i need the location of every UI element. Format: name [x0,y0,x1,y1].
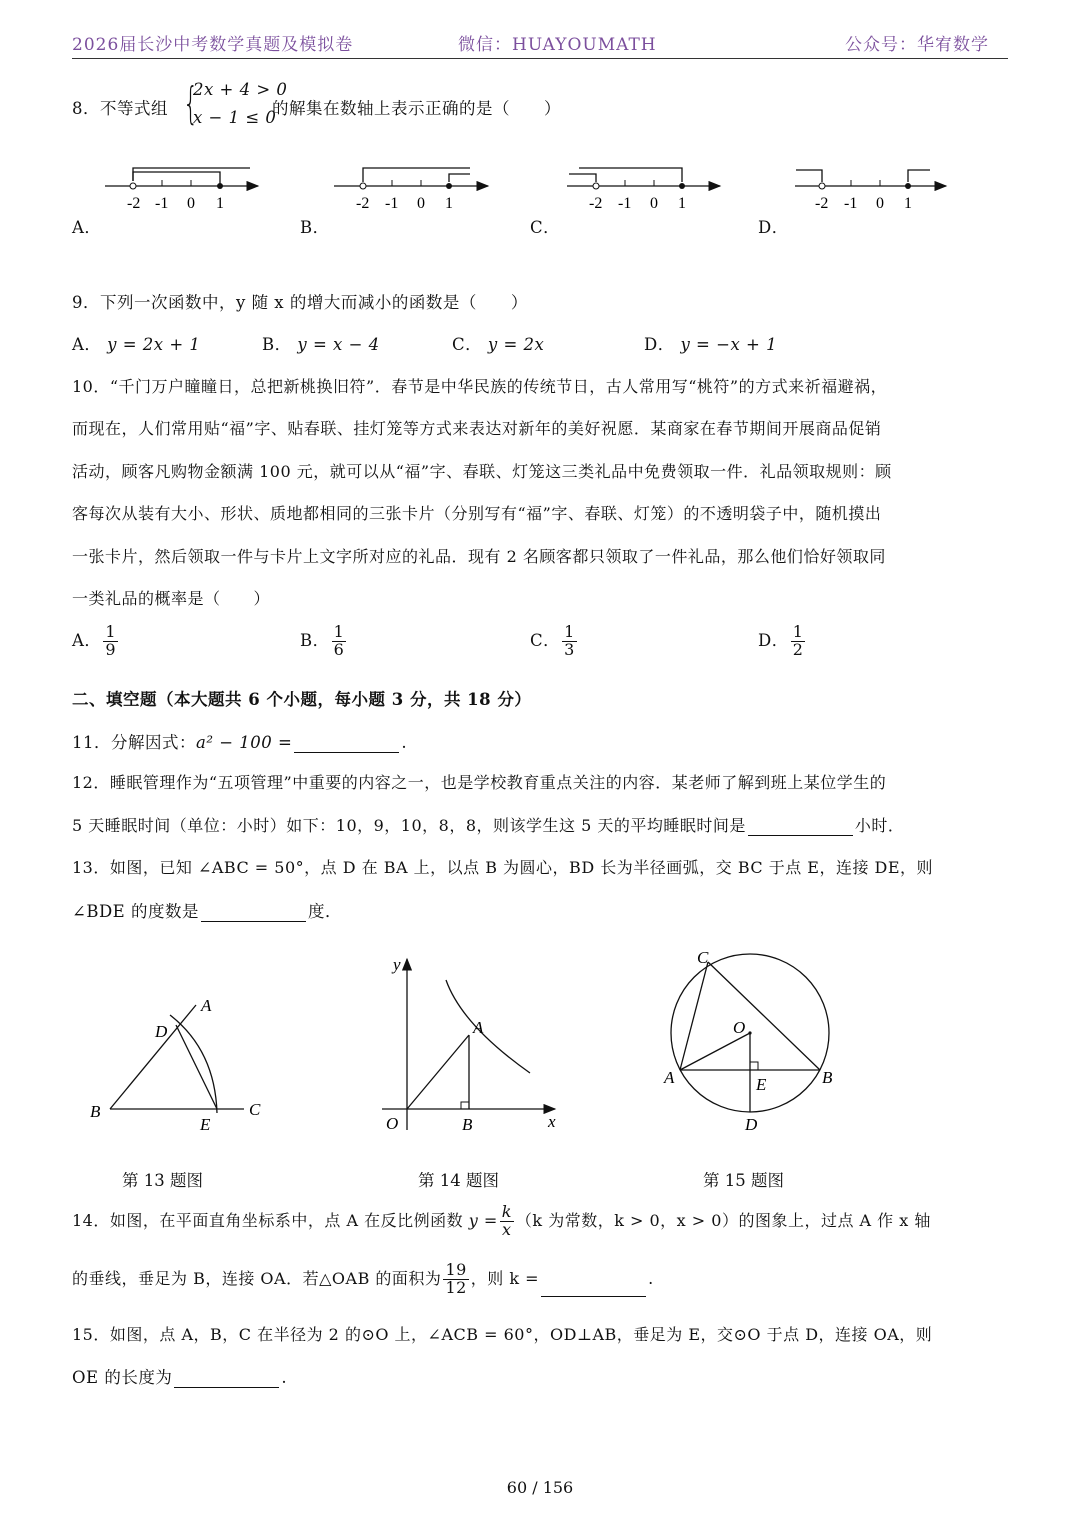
q10-line: 一张卡片，然后领取一件与卡片上文字所对应的礼品．现有 2 名顾客都只领取了一件礼品，那么他们恰好领取同 [72,547,886,566]
tick-label: -2 [589,195,603,212]
q14-text: ，则 k = [470,1268,540,1288]
section-title: 二、填空题（本大题共 6 个小题，每小题 3 分，共 18 分） [72,690,532,709]
label-d: D [155,1022,168,1041]
header-left: 2026届长沙中考数学真题及模拟卷 [72,35,354,55]
label-d: D [745,1115,758,1134]
tick-label: -1 [155,195,169,212]
q13-line1: 13．如图，已知 ∠ABC = 50°，点 D 在 BA 上，以点 B 为圆心，BD 长为半径画弧，交 BC 于点 E，连接 DE，则 [72,858,934,877]
option-label: C． [452,335,483,354]
numberline-b [334,168,488,189]
option-label: C． [530,630,561,650]
q9-option-b [262,331,380,355]
header-divider [72,58,1008,59]
figures [0,945,1080,1165]
label-b: B [90,1102,101,1121]
option-label: D． [644,335,675,354]
q14-line2 [72,1262,654,1297]
option-label: D． [758,630,789,650]
label-a: A [201,996,212,1015]
q14-end: . [648,1268,654,1288]
q11-label: 11．分解因式： [72,733,196,752]
q15-line1: 15．如图，点 A，B，C 在半径为 2 的⊙O 上，∠ACB = 60°，OD⊥AB，垂足为 E，交⊙O 于点 D，连接 OA，则 [72,1325,933,1344]
q11-end: . [401,733,408,752]
q8-option-d: D． [758,218,789,237]
q11-expr: a² − 100 = [196,733,293,752]
fraction: $\frac{1}{2}$ [792,622,804,659]
tick-label: 1 [678,195,686,212]
q10-line: 10．“千门万户瞳瞳日，总把新桃换旧符”．春节是中华民族的传统节日，古人常用写“桃符”的方式来祈福避祸， [72,377,888,396]
q15-text: OE 的长度为 [72,1368,173,1387]
answer-blank[interactable] [541,1280,646,1297]
numberline-c [567,168,720,189]
numberline-a [105,168,258,189]
brace-icon: { [183,78,199,129]
q8-ineq-1: 2x + 4 > 0 [193,80,288,99]
label-b: B [462,1115,473,1134]
figure-13 [90,996,261,1134]
option-expr: y = x − 4 [297,335,380,354]
q8-option-b: B． [300,218,330,237]
q9-option-c [452,331,544,355]
answer-blank[interactable] [201,905,306,922]
answer-blank[interactable] [294,736,399,753]
q10-option-d [758,624,807,659]
q10-option-c [530,624,579,659]
q15-end: . [281,1368,288,1387]
figure-15 [663,948,833,1134]
tick-label: -1 [385,195,399,212]
q8-stem: 的解集在数轴上表示正确的是（ ） [272,99,561,118]
figure-14-caption: 第 14 题图 [418,1171,499,1190]
label-b: B [822,1068,833,1087]
tick-label: 0 [876,195,884,212]
figure-15-caption: 第 15 题图 [703,1171,784,1190]
q15-line2 [72,1364,287,1388]
option-label: B． [262,335,292,354]
fraction: $\frac{1}{9}$ [105,622,117,659]
tick-label: -2 [815,195,829,212]
option-expr: y = 2x [487,335,545,354]
q14-line1 [72,1204,931,1239]
q8-option-a: A． [72,218,102,237]
tick-label: 1 [904,195,912,212]
q8-ineq-2: x − 1 ≤ 0 [193,108,277,127]
tick-label: 0 [417,195,425,212]
q10-option-b [300,624,348,659]
label-e: E [200,1115,211,1134]
q10-option-a [72,624,120,659]
q14-text: 的垂线，垂足为 B，连接 OA．若△OAB 的面积为 [72,1268,442,1288]
q14-expr: y = [468,1210,498,1230]
label-y: y [393,955,401,974]
header-center: 微信：HUAYOUMATH [458,35,657,55]
q13-text: ∠BDE 的度数是 [72,902,199,921]
q14-text: （k 为常数，k > 0，x > 0）的图象上，过点 A 作 x 轴 [515,1210,931,1230]
figure-14 [382,955,556,1134]
label-o: O [733,1018,746,1037]
numberline-d [795,170,946,189]
answer-blank[interactable] [748,819,853,836]
label-x: x [548,1112,556,1131]
figure-13-caption: 第 13 题图 [122,1171,203,1190]
q10-line: 活动，顾客凡购物金额满 100 元，就可以从“福”字、春联、灯笼这三类礼品中免费领取一件．礼品领取规则：顾 [72,462,892,481]
fraction: $\frac{1}{6}$ [333,622,345,659]
q9-option-d [644,331,777,355]
tick-label: -1 [844,195,858,212]
q10-line: 客每次从装有大小、形状、质地都相同的三张卡片（分别写有“福”字、春联、灯笼）的不透明袋子中，随机摸出 [72,504,882,523]
q10-line: 而现在，人们常用贴“福”字、贴春联、挂灯笼等方式来表达对新年的美好祝愿．某商家在春节期间开展商品促销 [72,419,882,438]
label-a: A [473,1018,484,1037]
header-right: 公众号：华宥数学 [845,35,989,55]
page-number: 60 / 156 [506,1478,574,1497]
option-label: A． [72,335,102,354]
tick-label: 0 [650,195,658,212]
q9-option-a [72,331,200,355]
fraction: $\frac{1}{3}$ [564,622,575,659]
q12-line1: 12．睡眠管理作为“五项管理”中重要的内容之一，也是学校教育重点关注的内容．某老师了解到班上某位学生的 [72,773,887,792]
q9-stem: 9．下列一次函数中，y 随 x 的增大而减小的函数是（ ） [72,293,528,312]
tick-label: 1 [445,195,453,212]
fraction: $\frac{19}{12}$ [445,1260,467,1297]
q12-unit: 小时． [854,816,905,835]
q14-text: 14．如图，在平面直角坐标系中，点 A 在反比例函数 [72,1210,464,1230]
answer-blank[interactable] [174,1371,279,1388]
fraction: $\frac{k}{x}$ [501,1202,512,1239]
option-expr: y = −x + 1 [680,335,778,354]
tick-label: 1 [216,195,224,212]
q13-unit: 度． [307,902,342,921]
tick-label: -2 [356,195,370,212]
tick-label: -2 [127,195,141,212]
label-c: C [697,948,709,967]
label-o: O [386,1114,399,1133]
q8-option-c: C． [530,218,561,237]
label-c: C [249,1100,261,1119]
q12-text: 5 天睡眠时间（单位：小时）如下：10，9，10，8，8，则该学生这 5 天的平均睡眠时间是 [72,816,746,835]
option-label: B． [300,630,330,650]
tick-label: -1 [618,195,632,212]
q13-line2 [72,898,342,922]
label-a: A [664,1068,675,1087]
option-label: A． [72,630,102,650]
q8-number: 8．不等式组 [72,99,168,118]
q12-line2 [72,813,904,836]
q10-line: 一类礼品的概率是（ ） [72,589,271,608]
option-expr: y = 2x + 1 [107,335,201,354]
label-e: E [756,1075,767,1094]
q11 [72,729,407,753]
tick-label: 0 [187,195,195,212]
